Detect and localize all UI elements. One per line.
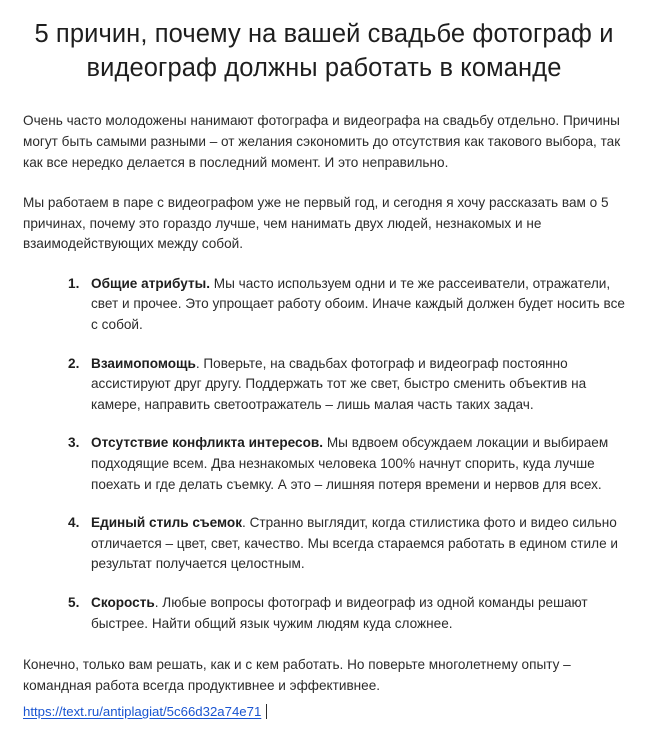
outro-paragraph: Конечно, только вам решать, как и с кем работать. Но поверьте многолетнему опыту – командная работа всегда продуктивнее и эффективнее.	[23, 657, 571, 693]
list-item-lead: Единый стиль съемок	[91, 515, 243, 531]
list-item-lead: Скорость	[91, 595, 155, 610]
list-item-text: . Любые вопросы фотограф и видеограф из одной команды решают быстрее. Найти общий язык чужим людям куда сложнее.	[91, 595, 588, 631]
list-item	[68, 274, 625, 336]
list-item-text: . Странно выглядит, когда стилистика фото и видео сильно отличается – цвет, свет, качество. Мы всегда стараемся работать в едином стиле и результат получается целостным.	[91, 515, 618, 572]
reasons-list	[23, 274, 625, 634]
list-item	[68, 354, 625, 416]
list-item-lead: Отсутствие конфликта интересов.	[91, 435, 324, 451]
list-item	[68, 593, 625, 634]
intro-paragraph-2: Мы работаем в паре с видеографом уже не первый год, и сегодня я хочу рассказать вам о 5 причинах, почему это гораздо лучше, чем нанимать двух людей, незнакомых и не взаимодействующих между собой.	[23, 195, 609, 252]
list-item-text: Мы часто используем одни и те же рассеиватели, отражатели, свет и прочее. Это упрощает работу обоим. Иначе каждый должен будет носить все с собой.	[91, 275, 625, 333]
list-item	[68, 433, 625, 495]
intro-paragraph-1: Очень часто молодожены нанимают фотографа и видеографа на свадьбу отдельно. Причины могут быть самыми разными – от желания сэкономить до отсутствия как такового выбора, так как все нередко делается в последний момент. И это неправильно.	[23, 113, 621, 170]
list-item-lead: Взаимопомощь	[91, 355, 196, 371]
footer-link-line	[23, 703, 267, 721]
page-title: 5 причин, почему на вашей свадьбе фотограф и видеограф должны работать в команде	[34, 20, 614, 82]
list-item	[68, 513, 625, 575]
list-item-text: . Поверьте, на свадьбах фотограф и видеограф постоянно ассистируют друг другу. Поддержать тот же свет, быстро сменить объектив на камере, направить светоотражатель – лишь малая часть таких задач.	[91, 355, 587, 412]
list-item-lead: Общие атрибуты.	[91, 275, 210, 291]
list-item-text: Мы вдвоем обсуждаем локации и выбираем подходящие всем. Два незнакомых человека 100% начнут спорить, куда лучше поехать и где делать съемку. А это – лишняя потеря времени и нервов для всех.	[91, 435, 609, 492]
text-cursor-caret	[266, 704, 267, 719]
antiplagiat-link[interactable]: https://text.ru/antiplagiat/5c66d32a74e71	[23, 704, 262, 719]
